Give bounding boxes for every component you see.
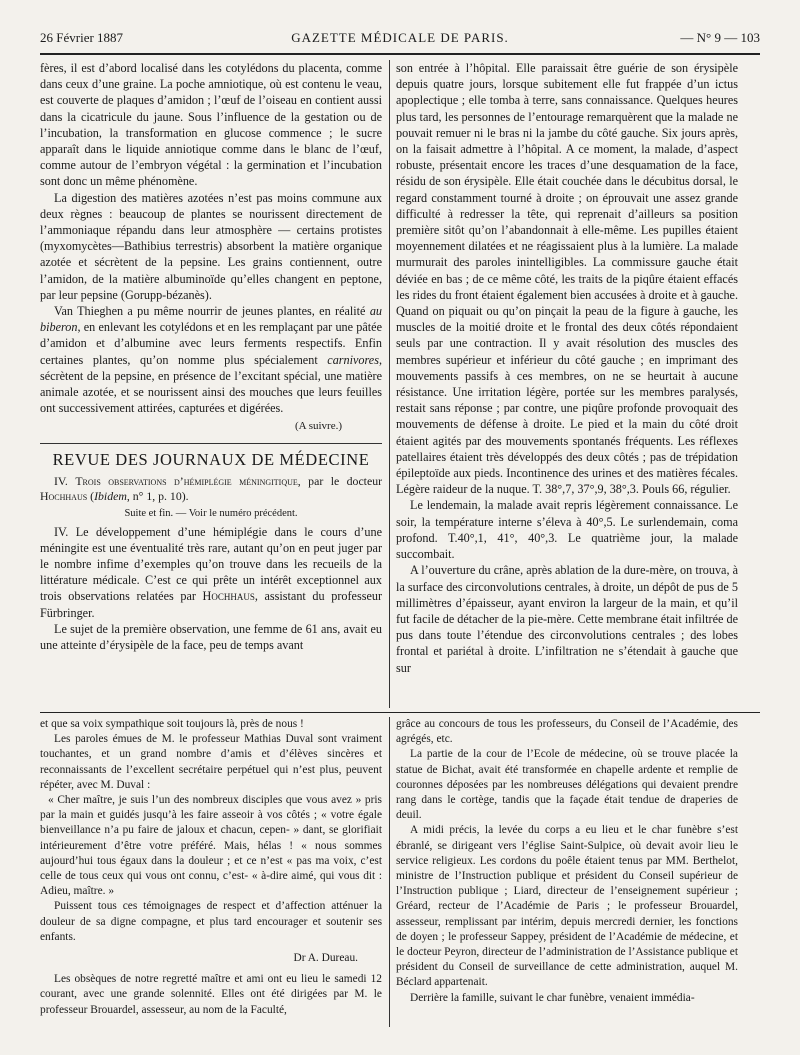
- paragraph: fères, il est d’abord localisé dans les cotylédons du placenta, comme dans ceux d’une graine. La poche amniotique, où est contenu le veau, est couverte de plaques d’amidon ; l’œuf de l’oiseau en contient aussi dans la cicatricule du jaune. Sous l’influence de la gestation ou de l’incubation, la transformation en glucose commence ; le sucre apparaît dans le liquide anniotique comme dans le blanc de l’œuf, comme autour de l’embryon végétal : la germination et l’incubation sont donc un même phénomène.: [40, 61, 382, 189]
- paragraph: Van Thieghen a pu même nourrir de jeunes plantes, en réalité au biberon, en enlevant les cotylédons et en les remplaçant par une pâtée d’amidon et d’albumine avec leurs ferments respectifs. Enfin certaines plantes, qu’on nomme plus spécialement carnivores, sécrètent de la pepsine, en présence de l’excitant spécial, une matière animale azotée, et se nourissent ainsi des mouches que leurs feuilles ont successivement attirées, capturées et digérées.: [40, 304, 382, 416]
- column-divider: [389, 60, 390, 708]
- paragraph: A l’ouverture du crâne, après ablation de la dure-mère, on trouva, à la surface des circonvolutions centrales, à droite, un dépôt de pus de 5 millimètres d’épaisseur, ayant environ la largeur de la main, et qu’il fut facile de détacher de la pie-mère. Cette membrane était infiltrée de pus dans toute l’étendue des circonvolutions centrales ; des lobes frontal et pariétal à droite. L’infiltration ne s’étendait à gauche que sur: [396, 563, 738, 675]
- header-date: 26 Février 1887: [40, 30, 124, 45]
- section-title: REVUE DES JOURNAUX DE MÉDECINE: [52, 449, 370, 469]
- page-header: [40, 30, 760, 52]
- top-left-column: [40, 60, 382, 653]
- header-page-number: — N° 9 — 103: [680, 30, 760, 45]
- paragraph: Les paroles émues de M. le professeur Mathias Duval sont vraiment touchantes, et un grand nombre d’amis et d’élèves sincères et reconnaissants de l’excellent secrétaire perpétuel qui n’est plus, peuvent répéter, avec M. Duval :: [40, 733, 382, 791]
- paragraph: La digestion des matières azotées n’est pas moins commune aux deux règnes : beaucoup de plantes se nourissent directement de l’ammoniaque répandu dans leur atmosphère — certains protistes (myxomycètes—Bathibius terrestris) absorbent la matière organique azotée et sécrètent de la pepsine. Les grains contiennent, outre l’amidon, de la matière albuminoïde qu’elles changent en peptone, par leur pepsine (Gorupp-bézanès).: [40, 190, 382, 302]
- paragraph: Derrière la famille, suivant le char funèbre, venaient immédia-: [410, 991, 695, 1004]
- paragraph: A midi précis, la levée du corps a eu lieu et le char funèbre s’est ébranlé, se dirigeant vers l’église Saint-Sulpice, où devait avoir lieu le service religieux. Les cordons du poêle étaient tenus par MM. Berthelot, ministre de l’Instruction publique et président du Conseil supérieur de l’Instruction publique ; Liard, directeur de l’enseignement supérieur ; Gréard, recteur de l’Académie de Paris ; le professeur Brouardel, assesseur, remplissant par intérim, depuis mercredi dernier, les fonctions de doyen ; le professeur Sappey, président de l’Académie de médecine, et le docteur Peyron, directeur de l’administration de l’Assistance publique et président du Conseil de surveillance de cette administration, auquel M. Béclard appartenait.: [396, 824, 738, 989]
- paragraph: Le sujet de la première observation, une femme de 61 ans, avait eu une atteinte d’érysipèle de la face, peu de temps avant: [40, 621, 382, 653]
- paragraph: grâce au concours de tous les professeurs, du Conseil de l’Académie, des agrégés, etc.: [396, 718, 738, 746]
- column-divider: [389, 717, 390, 1027]
- paragraph: Puissent tous ces témoignages de respect et d’affection atténuer la douleur de sa digne compagne, et plus tard encourager et soutenir ses enfants.: [40, 900, 382, 943]
- paragraph: La partie de la cour de l’Ecole de médecine, où se trouve placée la statue de Bichat, avait été transformée en chapelle ardente et remplie de couronnes déposées par les nombreuses délégations qui devaient prendre rang dans le cortège, tandis que la façade était tendue de draperies de deuil.: [396, 748, 738, 822]
- header-rule: [40, 53, 760, 55]
- bottom-left-column: [40, 717, 382, 1018]
- section-divider: [40, 443, 382, 444]
- quotation: « Cher maître, je suis l’un des nombreux disciples que vous avez » pris par la main et guidés jusqu’à les faire asseoir à vos côtés ; « votre égale bienveillance n’a pu faire de jaloux et chacun, cepen- » dant, se glorifiait intérieurement d’être votre préféré. Mais, hélas ! « nous sommes aujourd’hui tous égaux dans la douleur ; et ce n’est « pas ma voix, c’est celle de tous ceux qui vous ont connu, c’est- « à-dire aimé, qui vous dit : Adieu, maître. »: [40, 794, 382, 898]
- paragraph: Les obsèques de notre regretté maître et ami ont eu lieu le samedi 12 courant, avec une grande solennité. Elles ont été dirigées par M. le professeur Brouardel, assesseur, au nom de la Faculté,: [40, 973, 382, 1016]
- horizontal-divider: [40, 712, 760, 713]
- paragraph: Le lendemain, la malade avait repris légèrement connaissance. Le soir, la température interne s’éleva à 40°,5. Le surlendemain, coma profond. T.40°,1, 41°, 40°,3. Le quatrième jour, la malade succombait.: [396, 498, 738, 562]
- paragraph: et que sa voix sympathique soit toujours là, près de nous !: [40, 718, 304, 730]
- paragraph: IV. Le développement d’une hémiplégie dans le cours d’une méningite est une éventualité très rare, autant qu’on en peut juger par le nombre infime d’exemples qu’on trouve dans les recueils de la littérature médicale. C’est ce qui prête un intérêt exceptionnel aux trois observations relatées par Hochhaus, assistant du professeur Fürbringer.: [40, 524, 383, 620]
- suite-note: Suite et fin. — Voir le numéro précédent.: [124, 507, 298, 519]
- header-title: GAZETTE MÉDICALE DE PARIS.: [291, 30, 509, 45]
- bottom-right-column: [396, 717, 738, 1006]
- signature: Dr A. Dureau.: [293, 952, 358, 965]
- a-suivre: (A suivre.): [294, 420, 342, 433]
- top-right-column: [396, 60, 738, 676]
- paragraph: son entrée à l’hôpital. Elle paraissait être guérie de son érysipèle depuis quatre jours, lorsque subitement elle fut frappée d’un ictus apoplectique ; elle tomba à terre, sans connaissance. Quelques heures plus tard, les personnes de l’entourage remarquèrent que la malade ne pouvait remuer ni le bras ni la jambe du côté gauche. Six jours après, on la faisait admettre à l’hôpital. A ce moment, la malade, d’aspect robuste, présentait encore les traces d’une desquamation de la face, résidu de son érysipèle. Elle était couchée dans le décubitus dorsal, le regard constamment tourné à droite ; on éprouvait une assez grande difficulté à redresser la tête, qui reprenait d’ailleurs sa position première sitôt qu’on l’abandonnait à elle-même. Les pupilles étaient moyennement dilatées et ne réagissaient plus à la lumière. La malade murmurait des paroles inintelligibles. La commissure gauche était déviée en bas ; de ce même côté, les traits de la piqûre étaient effacés les rides du front étaient également bien accusées à droite et à gauche. Quand on piquait ou qu’on pinçait la peau de la figure à gauche, les muscles de la moitié droite et le frontal des deux côtés répondaient seuls par une contraction. Il y avait résolution des muscles des membres supérieur et inférieur du côté gauche ; en imprimant des mouvements passifs à ces membres, on ne se heurtait à aucune résistance. Une irritation légère, portée sur les membres paralysés, restait sans réponse ; par contre, une piqûre profonde provoquait des mouvements de défense à droite. Le pied et la main du côté droit étaient agités par des mouvements spontanés fréquents. Les réflexes patellaires étaient très développés des deux côtés ; pas de trépidation épileptoïde aux pieds. Incontinence des urines et des matières fécales. Légère raideur de la nuque. T. 38°,7, 37°,9, 38°,3. Pouls 66, régulier.: [396, 61, 738, 497]
- article-subheading: IV. Trois observations d’hémiplégie méningitique, par le docteur Hochhaus (Ibidem, n° 1, p. 10).: [40, 473, 383, 504]
